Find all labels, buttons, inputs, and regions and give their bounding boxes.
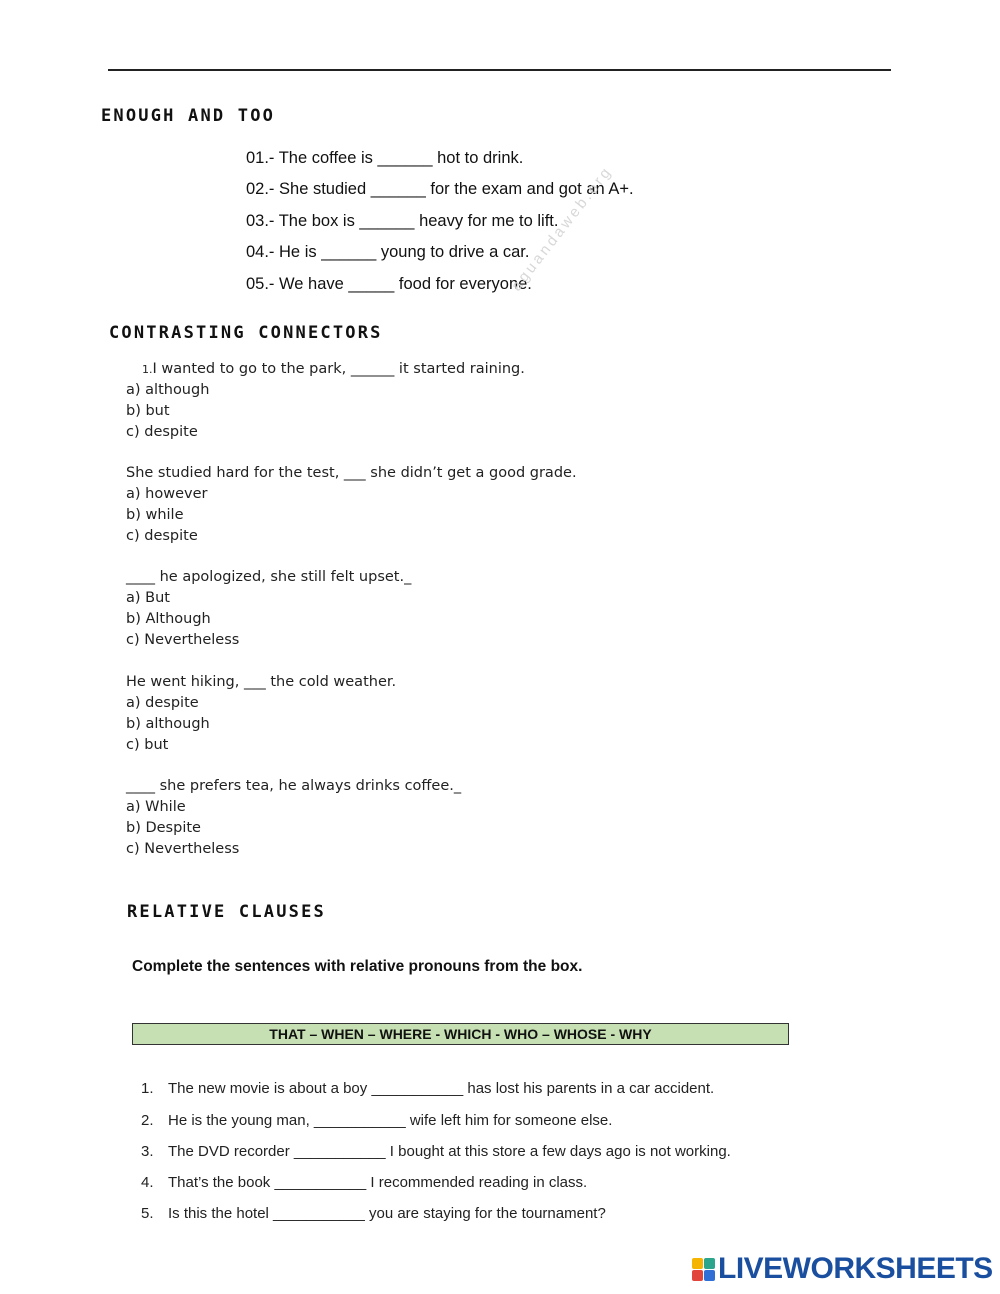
enough-item: 03.- The box is ______ heavy for me to lift. — [246, 212, 559, 230]
section-title-enough: ENOUGH AND TOO — [101, 106, 276, 126]
question-text: He went hiking, ___ the cold weather. — [126, 674, 397, 690]
option[interactable]: a) But — [126, 590, 170, 606]
option[interactable]: a) although — [126, 382, 210, 398]
section-title-contrast: CONTRASTING CONNECTORS — [109, 323, 383, 343]
option[interactable]: c) but — [126, 737, 169, 753]
option[interactable]: c) Nevertheless — [126, 841, 240, 857]
question-text: ____ he apologized, she still felt upset._ — [126, 569, 412, 585]
option[interactable]: b) while — [126, 507, 184, 523]
question-text: ____ she prefers tea, he always drinks coffee._ — [126, 778, 462, 794]
option[interactable]: b) although — [126, 716, 210, 732]
item-number: 3. — [141, 1143, 154, 1160]
enough-item: 04.- He is ______ young to drive a car. — [246, 243, 530, 261]
question-number: 1. — [142, 363, 153, 376]
relative-item: The new movie is about a boy ___________ has lost his parents in a car accident. — [168, 1080, 715, 1097]
option[interactable]: a) despite — [126, 695, 199, 711]
logo-mark-icon — [692, 1258, 715, 1281]
relative-item: The DVD recorder ___________ I bought at this store a few days ago is not working. — [168, 1143, 731, 1160]
instruction-text: Complete the sentences with relative pronouns from the box. — [132, 958, 583, 975]
enough-item: 05.- We have _____ food for everyone. — [246, 275, 532, 293]
enough-item: 01.- The coffee is ______ hot to drink. — [246, 149, 524, 167]
relative-item: Is this the hotel ___________ you are staying for the tournament? — [168, 1205, 606, 1222]
enough-item: 02.- She studied ______ for the exam and got an A+. — [246, 180, 634, 198]
option[interactable]: b) Despite — [126, 820, 201, 836]
question-1 — [142, 361, 525, 377]
relative-item: He is the young man, ___________ wife left him for someone else. — [168, 1112, 613, 1129]
question-text: I wanted to go to the park, ______ it started raining. — [152, 361, 525, 377]
option[interactable]: b) but — [126, 403, 170, 419]
item-number: 5. — [141, 1205, 154, 1222]
option[interactable]: c) despite — [126, 424, 198, 440]
top-divider — [108, 69, 891, 71]
question-text: She studied hard for the test, ___ she didn’t get a good grade. — [126, 465, 577, 481]
pronoun-box: THAT – WHEN – WHERE - WHICH - WHO – WHOSE - WHY — [132, 1023, 789, 1045]
section-title-relative: RELATIVE CLAUSES — [127, 902, 326, 922]
option[interactable]: a) however — [126, 486, 208, 502]
option[interactable]: c) despite — [126, 528, 198, 544]
watermark-text: aguandaweb.org — [507, 162, 616, 295]
logo-text: LIVEWORKSHEETS — [718, 1252, 993, 1285]
option[interactable]: b) Although — [126, 611, 211, 627]
option[interactable]: c) Nevertheless — [126, 632, 240, 648]
item-number: 2. — [141, 1112, 154, 1129]
item-number: 4. — [141, 1174, 154, 1191]
item-number: 1. — [141, 1080, 154, 1097]
option[interactable]: a) While — [126, 799, 186, 815]
liveworksheets-logo[interactable] — [692, 1254, 993, 1284]
relative-item: That’s the book ___________ I recommended reading in class. — [168, 1174, 588, 1191]
